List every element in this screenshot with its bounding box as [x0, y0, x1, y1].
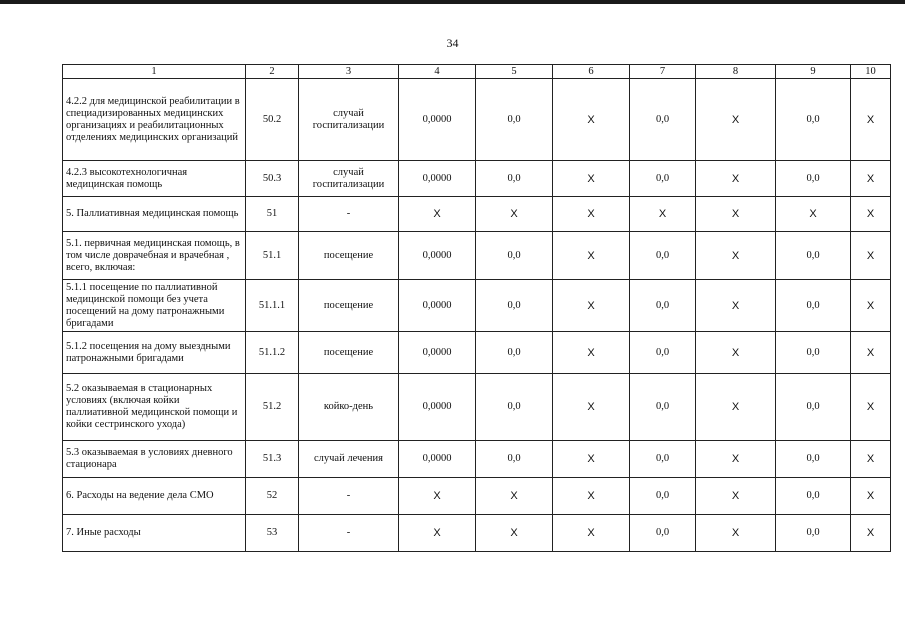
table-cell: Х: [476, 515, 553, 552]
table-row: [63, 374, 891, 441]
table-cell: 0,0000: [399, 280, 476, 332]
row-label-cell: 5.1.1 посещение по паллиативной медицинской помощи без учета посещений на дому патронажными бригадами: [63, 280, 246, 332]
table-cell: 0,0: [630, 441, 696, 478]
table-cell: 0,0: [630, 161, 696, 197]
data-table: [62, 64, 891, 552]
table-cell: Х: [776, 197, 851, 232]
table-body: [63, 79, 891, 552]
table-cell: 0,0: [476, 441, 553, 478]
column-header: 5: [476, 65, 553, 79]
table-cell: 51.1.1: [246, 280, 299, 332]
table-cell: 0,0: [776, 161, 851, 197]
table-cell: Х: [399, 478, 476, 515]
row-label-cell: 4.2.3 высокотехнологичная медицинская помощь: [63, 161, 246, 197]
table-cell: Х: [696, 280, 776, 332]
table-cell: 0,0: [476, 280, 553, 332]
table-cell: 0,0: [630, 79, 696, 161]
column-header: 4: [399, 65, 476, 79]
table-cell: 0,0: [630, 232, 696, 280]
table-row: [63, 79, 891, 161]
column-header: 1: [63, 65, 246, 79]
table-cell: 0,0000: [399, 161, 476, 197]
table-cell: Х: [553, 478, 630, 515]
table-cell: 0,0000: [399, 374, 476, 441]
table-cell: 0,0: [776, 332, 851, 374]
row-label-cell: 6. Расходы на ведение дела СМО: [63, 478, 246, 515]
page-number: 34: [446, 36, 459, 50]
table-cell: 0,0: [476, 332, 553, 374]
table-cell: 0,0: [776, 374, 851, 441]
table-cell: 51.1: [246, 232, 299, 280]
table-cell: случай госпитализации: [299, 79, 399, 161]
table-row: [63, 478, 891, 515]
table-cell: Х: [851, 161, 891, 197]
column-header: 10: [851, 65, 891, 79]
table-cell: Х: [851, 79, 891, 161]
table-cell: 0,0: [476, 374, 553, 441]
table-cell: 0,0: [776, 478, 851, 515]
table-row: [63, 280, 891, 332]
table-cell: Х: [696, 515, 776, 552]
table-cell: 0,0: [476, 232, 553, 280]
table-cell: 0,0: [630, 332, 696, 374]
table-cell: Х: [553, 280, 630, 332]
column-header: 9: [776, 65, 851, 79]
table-cell: Х: [851, 374, 891, 441]
table-cell: Х: [630, 197, 696, 232]
table-cell: Х: [696, 161, 776, 197]
table-cell: Х: [851, 441, 891, 478]
table-row: [63, 161, 891, 197]
table-cell: Х: [696, 197, 776, 232]
row-label-cell: 5.3 оказываемая в условиях дневного стационара: [63, 441, 246, 478]
table-row: [63, 515, 891, 552]
table-cell: Х: [553, 197, 630, 232]
table-cell: 51.1.2: [246, 332, 299, 374]
table-cell: Х: [696, 441, 776, 478]
table-row: [63, 332, 891, 374]
table-cell: Х: [399, 515, 476, 552]
row-label-cell: 5. Паллиативная медицинская помощь: [63, 197, 246, 232]
table-cell: 0,0: [630, 478, 696, 515]
table-cell: посещение: [299, 232, 399, 280]
table-cell: 53: [246, 515, 299, 552]
table-cell: Х: [553, 441, 630, 478]
table-cell: Х: [476, 197, 553, 232]
table-cell: -: [299, 515, 399, 552]
table-cell: 51: [246, 197, 299, 232]
table-cell: посещение: [299, 332, 399, 374]
table-cell: 0,0: [776, 232, 851, 280]
row-label-cell: 4.2.2 для медицинской реабилитации в специадизированных медицинских организациях и реабилитационных отделениях медицинских организаций: [63, 79, 246, 161]
table-cell: 51.3: [246, 441, 299, 478]
table-cell: Х: [696, 374, 776, 441]
table-cell: 0,0000: [399, 441, 476, 478]
table-cell: случай госпитализации: [299, 161, 399, 197]
table-cell: 0,0: [776, 280, 851, 332]
table-cell: Х: [553, 161, 630, 197]
column-header: 7: [630, 65, 696, 79]
top-border-line: [0, 0, 905, 4]
table-cell: Х: [851, 280, 891, 332]
table-cell: 0,0: [630, 280, 696, 332]
table-cell: 0,0: [776, 79, 851, 161]
table-cell: 0,0: [476, 79, 553, 161]
table-cell: посещение: [299, 280, 399, 332]
table-cell: Х: [476, 478, 553, 515]
table-cell: 50.3: [246, 161, 299, 197]
table-cell: Х: [696, 332, 776, 374]
table-cell: Х: [851, 197, 891, 232]
table-cell: Х: [553, 79, 630, 161]
table-cell: Х: [399, 197, 476, 232]
table-cell: 0,0: [776, 441, 851, 478]
column-header: 3: [299, 65, 399, 79]
table-cell: 0,0: [630, 515, 696, 552]
table-cell: Х: [553, 515, 630, 552]
table-header-row: [63, 65, 891, 79]
table-cell: 52: [246, 478, 299, 515]
row-label-cell: 5.1. первичная медицинская помощь, в том числе доврачебная и врачебная , всего, включая:: [63, 232, 246, 280]
table-cell: 0,0000: [399, 79, 476, 161]
table-cell: Х: [553, 374, 630, 441]
table-cell: 0,0: [776, 515, 851, 552]
row-label-cell: 5.1.2 посещения на дому выездными патронажными бригадами: [63, 332, 246, 374]
table-cell: -: [299, 478, 399, 515]
table-cell: 0,0: [476, 161, 553, 197]
table-row: [63, 197, 891, 232]
table-cell: Х: [553, 232, 630, 280]
table-cell: Х: [851, 478, 891, 515]
table-cell: Х: [851, 232, 891, 280]
table-cell: Х: [696, 79, 776, 161]
row-label-cell: 7. Иные расходы: [63, 515, 246, 552]
table-cell: 0,0: [630, 374, 696, 441]
table-cell: 50.2: [246, 79, 299, 161]
column-header: 2: [246, 65, 299, 79]
column-header: 6: [553, 65, 630, 79]
table-cell: Х: [553, 332, 630, 374]
table-cell: койко-день: [299, 374, 399, 441]
table-cell: -: [299, 197, 399, 232]
row-label-cell: 5.2 оказываемая в стационарных условиях (включая койки паллиативной медицинской помощи и койки сестринского ухода): [63, 374, 246, 441]
table-row: [63, 232, 891, 280]
table-cell: Х: [851, 332, 891, 374]
table-cell: 0,0000: [399, 232, 476, 280]
table-cell: Х: [696, 478, 776, 515]
table-cell: 0,0000: [399, 332, 476, 374]
table-cell: Х: [851, 515, 891, 552]
table-cell: 51.2: [246, 374, 299, 441]
column-header: 8: [696, 65, 776, 79]
table-cell: Х: [696, 232, 776, 280]
table-cell: случай лечения: [299, 441, 399, 478]
table-row: [63, 441, 891, 478]
